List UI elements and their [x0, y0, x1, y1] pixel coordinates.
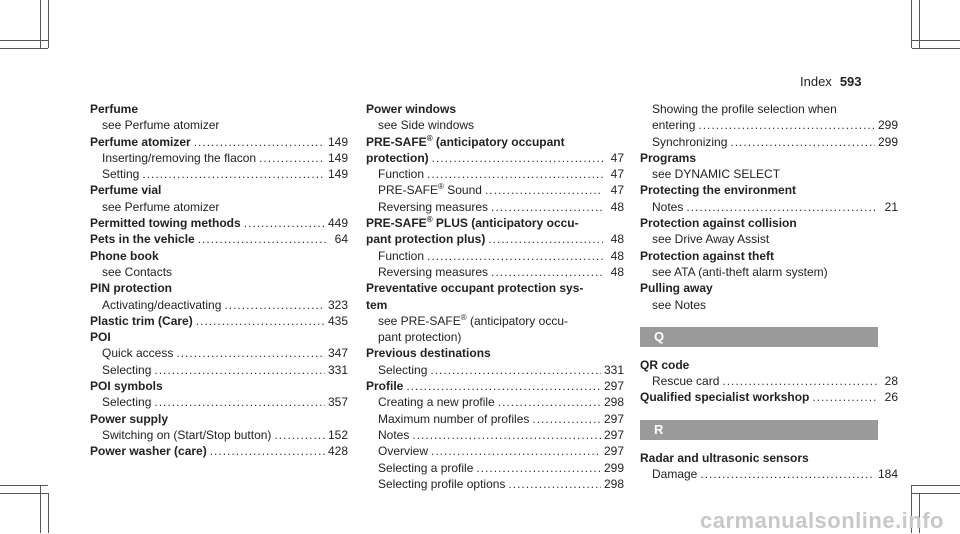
- entry-text: Programs: [640, 150, 697, 165]
- entry-text: see Notes: [652, 297, 707, 312]
- index-subentry: [366, 117, 624, 133]
- page-number: 593: [839, 74, 862, 89]
- dot-leader: [722, 373, 877, 389]
- entry-text: PIN protection: [90, 281, 173, 296]
- entry-text: Showing the profile selection when: [652, 102, 837, 116]
- crop-mark: [0, 493, 48, 494]
- entry-text: Qualified specialist workshop: [640, 390, 810, 405]
- page-ref: 357: [327, 395, 348, 410]
- dot-leader: [491, 264, 603, 280]
- entry-text: see DYNAMIC SELECT: [652, 167, 781, 182]
- section-header: R: [640, 420, 878, 440]
- section-header: Q: [640, 327, 878, 347]
- dot-leader: [224, 297, 325, 313]
- entry-text: Selecting: [102, 362, 152, 377]
- entry-text: Power windows: [366, 102, 457, 116]
- entry-text: protection): [366, 150, 429, 165]
- entry-text: see Perfume atomizer: [102, 199, 220, 214]
- page-ref: 449: [327, 216, 348, 231]
- entry-text: Selecting: [102, 395, 152, 410]
- index-entry: [90, 248, 348, 264]
- index-subentry: [640, 199, 898, 215]
- page-ref: 47: [610, 167, 624, 182]
- dot-leader: [730, 134, 875, 150]
- index-column-1: [90, 101, 348, 460]
- page-ref: 21: [884, 199, 898, 214]
- crop-mark: [48, 493, 49, 533]
- index-entry: [90, 280, 348, 296]
- dot-leader: [430, 362, 601, 378]
- page-ref: 48: [610, 199, 624, 214]
- header-label: Index: [800, 74, 832, 89]
- index-entry: [90, 443, 348, 459]
- index-entry: [90, 101, 348, 117]
- crop-mark: [0, 48, 48, 49]
- page-header: [800, 74, 880, 89]
- dot-leader: [698, 117, 875, 133]
- entry-text: see Contacts: [102, 264, 173, 279]
- page-ref: 48: [610, 264, 624, 279]
- page-ref: 298: [603, 476, 624, 491]
- index-subentry: [366, 182, 624, 198]
- page-ref: 297: [603, 427, 624, 442]
- entry-text: Permitted towing methods: [90, 216, 241, 231]
- dot-leader: [176, 345, 325, 361]
- index-entry: [90, 313, 348, 329]
- dot-leader: [154, 394, 325, 410]
- crop-mark: [0, 40, 48, 41]
- index-subentry: [366, 248, 624, 264]
- index-entry: [640, 389, 898, 405]
- dot-leader: [488, 231, 603, 247]
- page-ref: 323: [327, 297, 348, 312]
- dot-leader: [274, 427, 325, 443]
- dot-leader: [432, 150, 603, 166]
- dot-leader: [427, 166, 603, 182]
- index-entry: [640, 215, 898, 231]
- dot-leader: [198, 231, 327, 247]
- crop-mark: [912, 48, 960, 49]
- entry-text: Rescue card: [652, 374, 720, 389]
- index-entry: [90, 215, 348, 231]
- entry-text: Plastic trim (Care): [90, 313, 193, 328]
- page-ref: 299: [877, 134, 898, 149]
- index-subentry: [366, 394, 624, 410]
- page-ref: 47: [610, 150, 624, 165]
- entry-text: Creating a new profile: [378, 395, 495, 410]
- page-ref: 331: [327, 362, 348, 377]
- entry-text: see Side windows: [378, 118, 475, 133]
- entry-text: Radar and ultrasonic sensors: [640, 450, 809, 465]
- index-subentry: [366, 460, 624, 476]
- page-ref: 149: [327, 134, 348, 149]
- index-entry: [640, 280, 898, 296]
- dot-leader: [406, 378, 601, 394]
- crop-mark: [48, 0, 49, 48]
- page-ref: 347: [327, 346, 348, 361]
- page-ref: 64: [334, 232, 348, 247]
- page-ref: 47: [610, 183, 624, 198]
- dot-leader: [498, 394, 601, 410]
- entry-text: tem: [366, 297, 388, 312]
- crop-mark: [919, 0, 920, 48]
- index-subentry: [366, 264, 624, 280]
- entry-text: Quick access: [102, 346, 174, 361]
- entry-text: entering: [652, 118, 696, 133]
- entry-text: pant protection): [378, 330, 462, 345]
- entry-text: Function: [378, 248, 425, 263]
- crop-mark: [912, 485, 960, 486]
- page-ref: 48: [610, 248, 624, 263]
- index-subentry: [90, 345, 348, 361]
- index-subentry: [640, 373, 898, 389]
- index-entry: [90, 134, 348, 150]
- index-entry: [366, 134, 624, 150]
- entry-text: Previous destinations: [366, 346, 491, 361]
- dot-leader: [244, 215, 325, 231]
- entry-text: Reversing measures: [378, 199, 489, 214]
- index-subentry: [366, 476, 624, 492]
- entry-text: Activating/deactivating: [102, 297, 222, 312]
- dot-leader: [259, 150, 325, 166]
- entry-text: Damage: [652, 467, 698, 482]
- index-subentry: [366, 427, 624, 443]
- index-subentry: [90, 427, 348, 443]
- index-subentry: [366, 199, 624, 215]
- entry-text: see Perfume atomizer: [102, 118, 220, 133]
- index-entry: [640, 450, 898, 466]
- dot-leader: [210, 443, 325, 459]
- index-subentry: [366, 362, 624, 378]
- entry-text: Overview: [378, 444, 429, 459]
- entry-text: Inserting/removing the flacon: [102, 150, 257, 165]
- index-entry: [366, 231, 624, 247]
- index-subentry: [90, 166, 348, 182]
- dot-leader: [194, 134, 325, 150]
- page-ref: 297: [603, 411, 624, 426]
- entry-text: Function: [378, 167, 425, 182]
- page-ref: 149: [327, 150, 348, 165]
- entry-text: Pulling away: [640, 281, 713, 296]
- index-entry: [366, 297, 624, 313]
- entry-text: Protection against collision: [640, 216, 797, 231]
- index-subentry: [90, 199, 348, 215]
- entry-text: Perfume atomizer: [90, 134, 191, 149]
- dot-leader: [700, 466, 875, 482]
- dot-leader: [491, 199, 603, 215]
- entry-text: POI: [90, 330, 111, 345]
- entry-text: Protecting the environment: [640, 183, 797, 198]
- page-ref: 149: [327, 167, 348, 182]
- index-subentry: [640, 117, 898, 133]
- index-subentry: [366, 411, 624, 427]
- entry-text: pant protection plus): [366, 232, 486, 247]
- index-entry: [366, 345, 624, 361]
- index-subentry: [90, 117, 348, 133]
- page-ref: 184: [877, 467, 898, 482]
- page-ref: 297: [603, 379, 624, 394]
- index-subentry: [366, 313, 624, 329]
- entry-text: Phone book: [90, 248, 159, 263]
- entry-text: Reversing measures: [378, 264, 489, 279]
- dot-leader: [485, 182, 603, 198]
- entry-text: Protection against theft: [640, 248, 775, 263]
- entry-text: Selecting profile options: [378, 476, 506, 491]
- page-ref: 299: [603, 460, 624, 475]
- dot-leader: [154, 362, 325, 378]
- watermark: carmanualsonline.info: [700, 508, 944, 533]
- page-ref: 428: [327, 444, 348, 459]
- entry-text: Synchronizing: [652, 134, 728, 149]
- index-entry: [366, 280, 624, 296]
- index-subentry: [90, 362, 348, 378]
- index-entry: [90, 378, 348, 394]
- index-subentry: [90, 297, 348, 313]
- entry-text: Selecting a profile: [378, 460, 474, 475]
- index-entry: [90, 231, 348, 247]
- index-entry: [90, 329, 348, 345]
- entry-text: Switching on (Start/Stop button): [102, 427, 272, 442]
- dot-leader: [508, 476, 601, 492]
- index-entry: [366, 378, 624, 394]
- entry-text: Notes: [652, 199, 684, 214]
- index-entry: [366, 150, 624, 166]
- index-subentry: [366, 166, 624, 182]
- entry-text: Preventative occupant protection sys-: [366, 281, 584, 296]
- page-ref: 297: [603, 444, 624, 459]
- dot-leader: [431, 443, 601, 459]
- entry-text: see Drive Away Assist: [652, 232, 770, 247]
- entry-text: see ATA (anti-theft alarm system): [652, 264, 828, 279]
- dot-leader: [476, 460, 601, 476]
- entry-text: POI symbols: [90, 379, 163, 394]
- dot-leader: [427, 248, 603, 264]
- entry-text: Pets in the vehicle: [90, 232, 195, 247]
- entry-text: QR code: [640, 357, 690, 372]
- index-subentry: [640, 264, 898, 280]
- index-subentry: [90, 264, 348, 280]
- crop-mark: [912, 493, 960, 494]
- index-entry: [640, 248, 898, 264]
- page-ref: 28: [884, 374, 898, 389]
- index-entry: [366, 215, 624, 231]
- index-column-3: [640, 101, 898, 482]
- entry-text: Perfume vial: [90, 183, 162, 198]
- page-ref: 435: [327, 313, 348, 328]
- page-ref: 331: [603, 362, 624, 377]
- index-entry: [640, 150, 898, 166]
- index-subentry: [640, 231, 898, 247]
- page-ref: 26: [884, 390, 898, 405]
- page-ref: 298: [603, 395, 624, 410]
- index-subentry: [90, 394, 348, 410]
- page-ref: 152: [327, 427, 348, 442]
- index-entry: [640, 357, 898, 373]
- index-entry: [90, 411, 348, 427]
- entry-text: Profile: [366, 379, 404, 394]
- entry-text: see PRE-SAFE® (anticipatory occu-: [378, 312, 568, 328]
- entry-text: PRE-SAFE® (anticipatory occupant: [366, 133, 565, 149]
- entry-text: Perfume: [90, 102, 139, 116]
- index-subentry: [640, 466, 898, 482]
- dot-leader: [412, 427, 601, 443]
- index-subentry: [640, 297, 898, 313]
- entry-text: Power supply: [90, 411, 169, 426]
- index-subentry: [640, 134, 898, 150]
- dot-leader: [686, 199, 877, 215]
- index-column-2: [366, 101, 624, 492]
- index-subentry: [640, 166, 898, 182]
- dot-leader: [196, 313, 325, 329]
- index-subentry: [640, 101, 898, 117]
- dot-leader: [142, 166, 325, 182]
- entry-text: Setting: [102, 167, 140, 182]
- index-subentry: [366, 329, 624, 345]
- dot-leader: [812, 389, 877, 405]
- entry-text: PRE-SAFE® PLUS (anticipatory occu-: [366, 215, 579, 231]
- entry-text: Selecting: [378, 362, 428, 377]
- entry-text: Power washer (care): [90, 444, 207, 459]
- index-entry: [90, 182, 348, 198]
- index-entry: [640, 182, 898, 198]
- page-ref: 48: [610, 232, 624, 247]
- crop-mark: [0, 485, 48, 486]
- dot-leader: [532, 411, 601, 427]
- entry-text: Notes: [378, 427, 410, 442]
- entry-text: Maximum number of profiles: [378, 411, 530, 426]
- index-entry: [366, 101, 624, 117]
- index-subentry: [90, 150, 348, 166]
- index-subentry: [366, 443, 624, 459]
- page-ref: 299: [877, 118, 898, 133]
- entry-text: PRE-SAFE® Sound: [378, 182, 482, 198]
